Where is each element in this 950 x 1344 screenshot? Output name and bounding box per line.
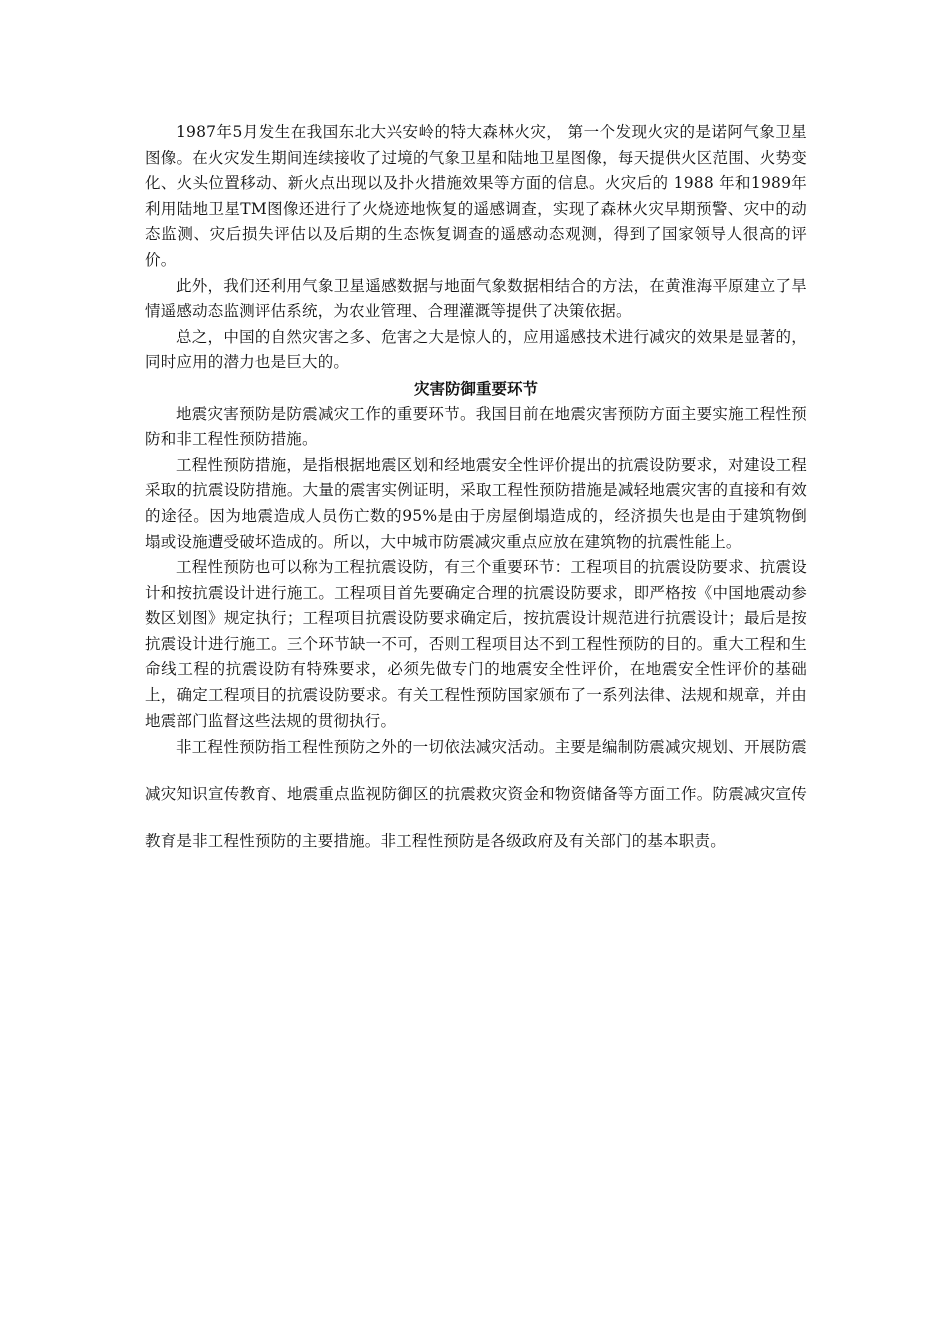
paragraph-non-engineering: 非工程性预防指工程性预防之外的一切依法减灾活动。主要是编制防震减灾规划、开展防震减灾知识宣传教育、地震重点监视防御区的抗震救灾资金和物资储备等方面工作。防震减灾宣传教育是非工程性预防的主要措施。非工程性预防是各级政府及有关部门的基本职责。 — [145, 738, 807, 851]
paragraph-forest-fire: 1987年5月发生在我国东北大兴安岭的特大森林火灾， 第一个发现火灾的是诺阿气象卫星图像。在火灾发生期间连续接收了过境的气象卫星和陆地卫星图像，每天提供火区范围、火势变化、火头位置移动、新火点出现以及扑火措施效果等方面的信息。火灾后的 1988 年和1989年利用陆地卫星TM图像还进行了火烧迹地恢复的遥感调查，实现了森林火灾早期预警、灾中的动态监测、灾后损失评估以及后期的生态恢复调查的遥感动态观测，得到了国家领导人很高的评价。 — [145, 123, 807, 269]
paragraph-summary: 总之，中国的自然灾害之多、危害之大是惊人的，应用遥感技术进行减灾的效果是显著的，同时应用的潜力也是巨大的。 — [145, 327, 807, 372]
section-title: 灾害防御重要环节 — [413, 378, 538, 398]
document-body — [145, 120, 807, 865]
paragraph-engineering-fortification: 工程性预防也可以称为工程抗震设防，有三个重要环节：工程项目的抗震设防要求、抗震设计和按抗震设计进行施工。工程项目首先要确定合理的抗震设防要求，即严格按《中国地震动参数区划图》规定执行；工程项目抗震设防要求确定后，按抗震设计规范进行抗震设计；最后是按抗震设计进行施工。三个环节缺一不可，否则工程项目达不到工程性预防的目的。重大工程和生命线工程的抗震设防有特殊要求，必须先做专门的地震安全性评价，在地震安全性评价的基础上，确定工程项目的抗震设防要求。有关工程性预防国家颁布了一系列法律、法规和规章，并由地震部门监督这些法规的贯彻执行。 — [145, 558, 807, 730]
paragraph-drought-monitoring: 此外，我们还利用气象卫星遥感数据与地面气象数据相结合的方法，在黄淮海平原建立了旱情遥感动态监测评估系统，为农业管理、合理灌溉等提供了决策依据。 — [145, 276, 807, 321]
paragraph-engineering-measures: 工程性预防措施，是指根据地震区划和经地震安全性评价提出的抗震设防要求，对建设工程采取的抗震设防措施。大量的震害实例证明，采取工程性预防措施是减轻地震灾害的直接和有效的途径。因为地震造成人员伤亡数的95%是由于房屋倒塌造成的，经济损失也是由于建筑物倒塌或设施遭受破坏造成的。所以，大中城市防震减灾重点应放在建筑物的抗震性能上。 — [145, 455, 807, 551]
paragraph-earthquake-prevention: 地震灾害预防是防震减灾工作的重要环节。我国目前在地震灾害预防方面主要实施工程性预防和非工程性预防措施。 — [145, 404, 807, 449]
loose-spaced-block — [145, 724, 807, 865]
